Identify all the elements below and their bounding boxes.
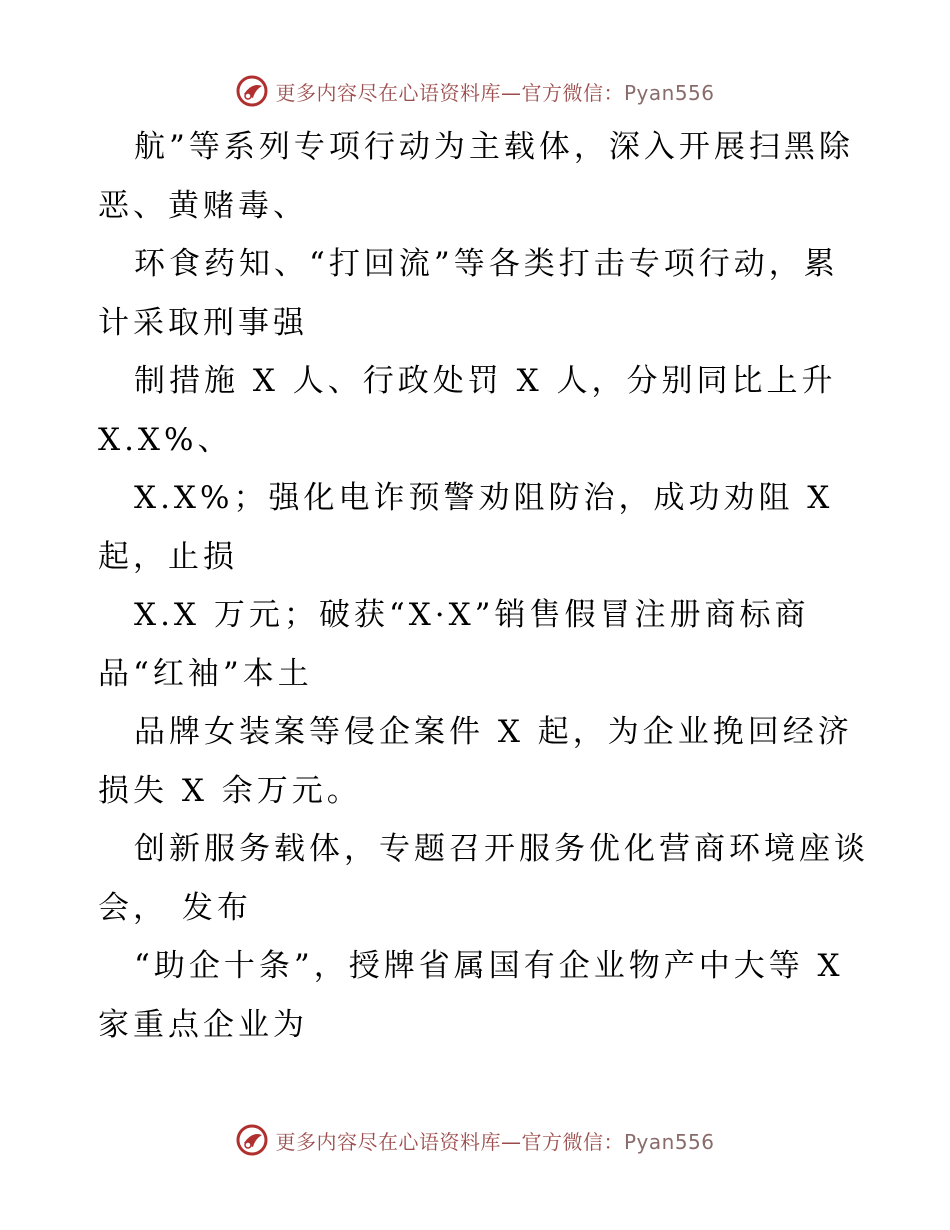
body-line: 制措施 X 人、行政处罚 X 人，分别同比上升 bbox=[134, 363, 837, 399]
body-line: 恶、黄赌毒、 bbox=[98, 187, 308, 224]
body-line: X.X%、 bbox=[98, 421, 233, 458]
body-line: 家重点企业为 bbox=[98, 1006, 308, 1043]
body-line: 会， 发布 bbox=[98, 889, 252, 926]
body-line: 航”等系列专项行动为主载体，深入开展扫黑除 bbox=[134, 129, 854, 165]
header-wechat-id: Pyan556 bbox=[623, 80, 715, 105]
footer-banner-label: 更多内容尽在心语资料库—官方微信： bbox=[275, 1129, 624, 1154]
body-line: X.X 万元；破获“X·X”销售假冒注册商标商 bbox=[134, 597, 810, 633]
body-line: 品牌女装案等侵企案件 X 起，为企业挽回经济 bbox=[134, 714, 853, 750]
header-banner-text bbox=[275, 77, 714, 106]
header-banner bbox=[0, 71, 950, 111]
body-line: 创新服务载体，专题召开服务优化营商环境座谈 bbox=[134, 831, 869, 867]
body-line: 计采取刑事强 bbox=[98, 304, 308, 341]
footer-banner bbox=[0, 1120, 950, 1160]
document-body bbox=[98, 118, 869, 1054]
body-line: 品“红袖”本土 bbox=[98, 655, 313, 692]
body-line: “助企十条”，授牌省属国有企业物产中大等 X bbox=[134, 948, 844, 984]
body-line: 环食药知、“打回流”等各类打击专项行动，累 bbox=[134, 246, 839, 282]
header-banner-label: 更多内容尽在心语资料库—官方微信： bbox=[275, 80, 624, 105]
red-scroll-logo-icon bbox=[235, 74, 269, 108]
footer-wechat-id: Pyan556 bbox=[623, 1129, 715, 1154]
body-line: X.X%；强化电诈预警劝阻防治，成功劝阻 X bbox=[134, 480, 834, 516]
red-scroll-logo-icon bbox=[235, 1123, 269, 1157]
body-line: 起，止损 bbox=[98, 538, 238, 575]
footer-banner-text bbox=[275, 1126, 714, 1155]
body-line: 损失 X 余万元。 bbox=[98, 772, 362, 809]
